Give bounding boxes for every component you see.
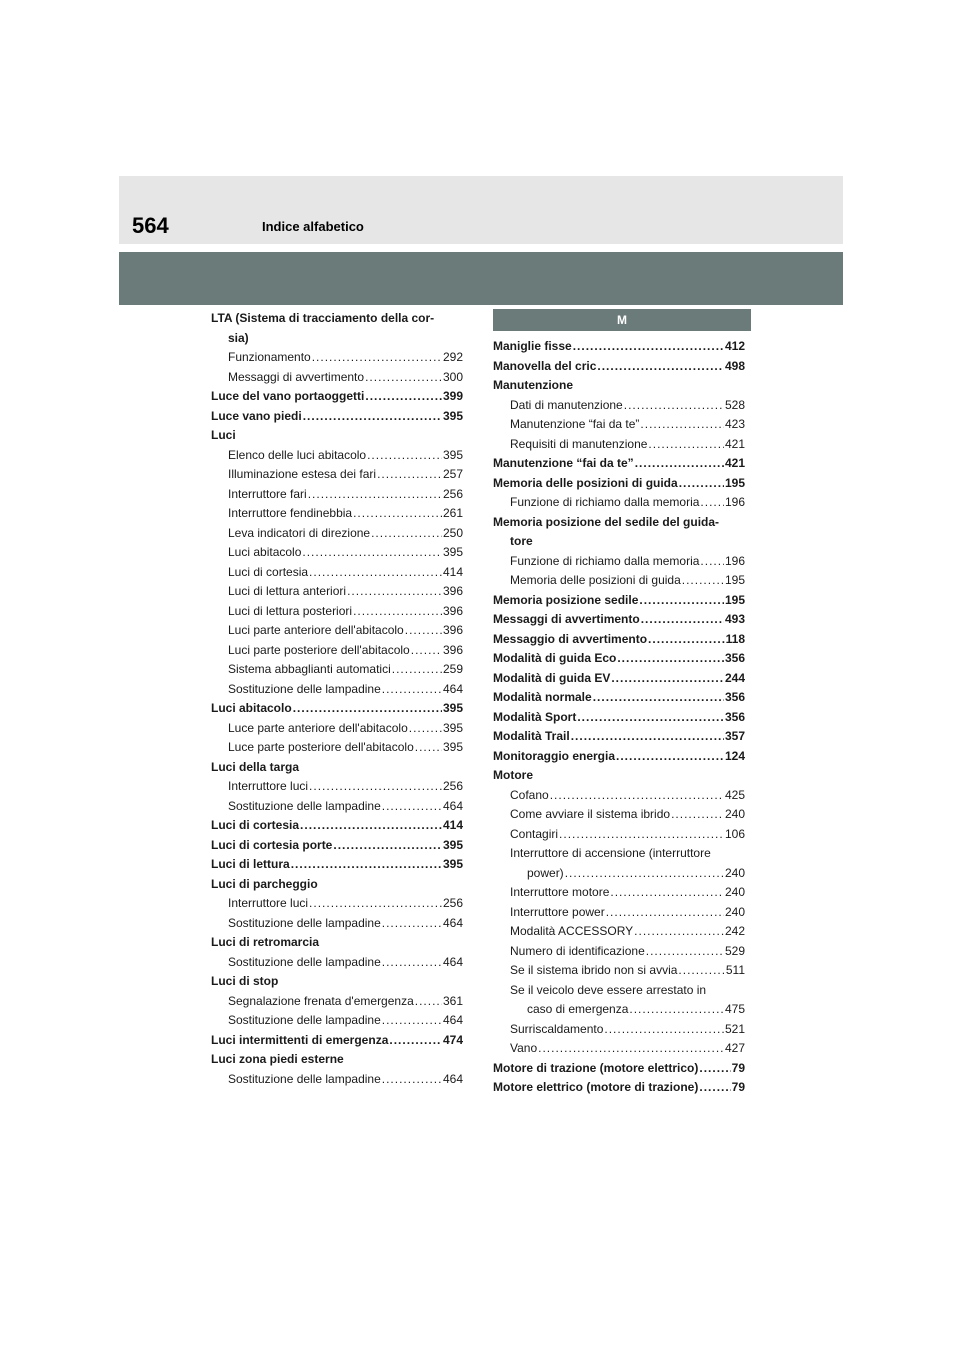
index-subentry [493, 805, 745, 825]
entry-label: Luce parte posteriore dell'abitacolo [228, 740, 414, 754]
index-subentry [493, 1000, 745, 1020]
index-entry [211, 836, 463, 856]
page-ref: 425 [724, 787, 745, 802]
entry-label: Monitoraggio energia [493, 748, 616, 763]
index-subentry [211, 680, 463, 700]
entry-label: Funzione di richiamo dalla memoria [510, 495, 700, 509]
page-ref: 240 [724, 904, 745, 919]
page-ref: 256 [442, 896, 463, 910]
index-entry [493, 727, 745, 747]
entry-label: Luce vano piedi [211, 408, 302, 423]
index-entry [493, 708, 745, 728]
page-ref: 464 [442, 915, 463, 930]
index-subentry [493, 396, 745, 416]
page-ref: 118 [725, 631, 745, 646]
dot-leader [629, 1000, 724, 1020]
entry-label: Segnalazione frenata d'emergenza [228, 993, 414, 1008]
entry-label: Funzionamento [228, 350, 311, 364]
dot-leader [604, 1020, 724, 1040]
dot-leader [405, 621, 442, 641]
page-ref: 464 [442, 954, 463, 969]
page-ref: 464 [442, 1071, 463, 1086]
page-ref: 196 [724, 495, 745, 509]
entry-label: Elenco delle luci abitacolo [228, 447, 367, 462]
entry-label: Luci abitacolo [211, 701, 292, 715]
entry-label: Funzione di richiamo dalla memoria [510, 553, 700, 568]
page-ref: 240 [724, 885, 745, 899]
page-ref: 244 [724, 670, 745, 685]
page-ref: 250 [442, 525, 463, 540]
page-ref: 356 [724, 690, 745, 704]
entry-label: Surriscaldamento [510, 1021, 604, 1036]
index-subentry [493, 552, 745, 572]
entry-label: Memoria delle posizioni di guida [493, 475, 678, 490]
entry-label: Luci intermittenti di emergenza [211, 1032, 389, 1047]
dot-leader [415, 738, 442, 758]
page-ref: 356 [724, 651, 745, 665]
page-ref: 395 [442, 857, 463, 871]
dot-leader [671, 805, 724, 825]
page-ref: 396 [442, 584, 463, 598]
entry-label: Interruttore power [510, 904, 605, 919]
page-ref: 412 [724, 339, 745, 353]
index-entry [211, 699, 463, 719]
dot-leader [577, 708, 724, 728]
entry-label: Memoria posizione sedile [493, 592, 639, 607]
entry-label: Se il sistema ibrido non si avvia [510, 963, 678, 977]
index-heading: Luci della targa [211, 759, 300, 774]
entry-label: caso di emergenza [527, 1002, 629, 1016]
section-title: Indice alfabetico [262, 219, 364, 234]
dot-leader [411, 641, 442, 661]
page-ref: 256 [442, 779, 463, 793]
index-heading: Memoria posizione del sedile del guida- [493, 514, 720, 529]
index-subentry [211, 641, 463, 661]
entry-label: Dati di manutenzione [510, 397, 623, 412]
dot-leader [646, 942, 724, 962]
index-entry [211, 816, 463, 836]
dot-leader [309, 894, 442, 914]
dot-leader [333, 836, 442, 856]
page-ref: 195 [724, 475, 745, 490]
index-entry [211, 855, 463, 875]
page-ref: 529 [724, 943, 745, 958]
index-entry [493, 337, 745, 357]
entry-label: Sostituzione delle lampadine [228, 1013, 381, 1027]
index-subentry [493, 1039, 745, 1059]
index-entry [493, 1059, 745, 1079]
index-heading: Motore [493, 768, 533, 782]
dot-leader [597, 357, 724, 377]
dot-leader [639, 591, 724, 611]
dot-leader [303, 407, 442, 427]
dot-leader [365, 387, 442, 407]
index-heading: Se il veicolo deve essere arrestato in [510, 982, 707, 997]
index-subentry [211, 1011, 463, 1031]
page-ref: 511 [725, 963, 745, 977]
dot-leader [291, 855, 442, 875]
page-ref: 395 [442, 701, 463, 715]
dot-leader [382, 1070, 442, 1090]
dot-leader [293, 699, 442, 719]
dot-leader [648, 630, 725, 650]
page-ref: 395 [442, 545, 463, 559]
page-ref: 395 [442, 447, 463, 462]
entry-label: Interruttore fendinebbia [228, 506, 353, 520]
page-ref: 195 [724, 592, 745, 607]
index-subentry [493, 435, 745, 455]
page-ref: 300 [442, 369, 463, 384]
entry-label: Sostituzione delle lampadine [228, 1071, 381, 1086]
entry-label: Sostituzione delle lampadine [228, 915, 381, 930]
dot-leader [682, 571, 724, 591]
dot-leader [699, 1059, 730, 1079]
index-heading: Manutenzione [493, 378, 573, 392]
index-entry [493, 669, 745, 689]
index-subentry [211, 446, 463, 466]
index-entry [493, 649, 745, 669]
dot-leader [392, 660, 442, 680]
dot-leader [678, 961, 724, 981]
index-entry [211, 1031, 463, 1051]
dot-leader [300, 816, 442, 836]
index-subentry [211, 563, 463, 583]
index-subentry [493, 864, 745, 884]
page-ref: 395 [442, 837, 463, 852]
entry-label: Manutenzione “fai da te” [510, 417, 640, 431]
entry-label: Messaggio di avvertimento [493, 631, 648, 646]
page-ref: 356 [724, 709, 745, 724]
index-subentry [493, 415, 745, 435]
index-subentry [211, 465, 463, 485]
index-heading: Luci zona piedi esterne [211, 1052, 344, 1066]
dot-leader [309, 563, 442, 583]
index-heading: Luci di stop [211, 974, 279, 988]
index-subentry [493, 571, 745, 591]
entry-label: Maniglie fisse [493, 339, 572, 353]
index-entry [493, 630, 745, 650]
dot-leader [565, 864, 724, 884]
entry-label: Messaggi di avvertimento [228, 369, 365, 384]
entry-label: Vano [510, 1041, 538, 1055]
page-ref: 395 [442, 408, 463, 423]
entry-label: Come avviare il sistema ibrido [510, 807, 671, 821]
dot-leader [382, 680, 442, 700]
index-subentry [493, 961, 745, 981]
dot-leader [312, 348, 442, 368]
page-ref: 396 [442, 623, 463, 637]
index-entry [493, 1078, 745, 1098]
index-entry [493, 591, 745, 611]
dot-leader [347, 582, 442, 602]
entry-label: Messaggi di avvertimento [493, 612, 640, 626]
index-entry [493, 610, 745, 630]
index-subentry [493, 825, 745, 845]
index-subentry [211, 504, 463, 524]
index-subentry [493, 493, 745, 513]
index-heading-continued: sia) [228, 330, 249, 345]
page-number: 564 [132, 213, 169, 238]
index-subentry [211, 621, 463, 641]
dot-leader [699, 1078, 730, 1098]
dot-leader [365, 368, 442, 388]
index-subentry [493, 903, 745, 923]
dot-leader [409, 719, 442, 739]
page-ref: 421 [724, 436, 745, 451]
index-subentry [211, 953, 463, 973]
page-ref: 395 [442, 740, 463, 754]
index-subentry [493, 786, 745, 806]
page-ref: 427 [724, 1041, 745, 1055]
entry-label: Modalità di guida Eco [493, 651, 617, 665]
dot-leader [635, 454, 724, 474]
index-subentry [211, 602, 463, 622]
index-subentry [211, 543, 463, 563]
dot-leader [571, 727, 724, 747]
entry-label: Numero di identificazione [510, 943, 645, 958]
entry-label: Luci di cortesia [228, 564, 309, 579]
dot-leader [559, 825, 724, 845]
page-ref: 240 [724, 865, 745, 880]
index-subentry [211, 524, 463, 544]
entry-label: Illuminazione estesa dei fari [228, 467, 377, 481]
page-ref: 357 [724, 729, 745, 743]
entry-label: Luce parte anteriore dell'abitacolo [228, 720, 408, 735]
page-ref: 292 [442, 350, 463, 364]
page-ref: 414 [442, 564, 463, 579]
entry-label: Sostituzione delle lampadine [228, 681, 381, 696]
index-entry [493, 747, 745, 767]
page-ref: 256 [442, 486, 463, 501]
dot-leader [302, 543, 442, 563]
page-ref: 493 [724, 612, 745, 626]
index-subentry [211, 777, 463, 797]
page-ref: 240 [724, 807, 745, 821]
page-ref: 464 [442, 798, 463, 813]
index-heading: Luci di parcheggio [211, 876, 318, 891]
entry-label: power) [527, 865, 564, 880]
dot-leader [353, 602, 442, 622]
dot-leader [641, 610, 724, 630]
index-heading: Interruttore di accensione (interruttore [510, 846, 711, 860]
index-subentry [211, 660, 463, 680]
entry-label: Luci abitacolo [228, 545, 302, 559]
dot-leader [382, 797, 442, 817]
index-column-left [211, 309, 463, 1089]
page-ref: 396 [442, 642, 463, 657]
dot-leader [700, 493, 724, 513]
entry-label: Interruttore motore [510, 885, 610, 899]
index-entry [493, 474, 745, 494]
dot-leader [616, 747, 724, 767]
page-ref: 124 [724, 748, 745, 763]
page-ref: 464 [442, 681, 463, 696]
page-ref: 399 [442, 389, 463, 403]
index-subentry [493, 1020, 745, 1040]
page-ref: 396 [442, 603, 463, 618]
dot-leader [382, 914, 442, 934]
dot-leader [538, 1039, 724, 1059]
index-subentry [211, 582, 463, 602]
header-dark-band [119, 252, 843, 305]
index-entry [211, 407, 463, 427]
dot-leader [415, 992, 442, 1012]
page-ref: 261 [442, 506, 463, 520]
entry-label: Manovella del cric [493, 358, 597, 373]
entry-label: Interruttore luci [228, 896, 309, 910]
entry-label: Leva indicatori di direzione [228, 525, 371, 540]
dot-leader [648, 435, 724, 455]
dot-leader [377, 465, 442, 485]
index-subentry [211, 914, 463, 934]
dot-leader [309, 777, 442, 797]
dot-leader [700, 552, 724, 572]
page-ref: 528 [724, 397, 745, 412]
entry-label: Luci di cortesia [211, 818, 300, 832]
entry-label: Modalità di guida EV [493, 670, 611, 685]
entry-label: Luci parte posteriore dell'abitacolo [228, 642, 410, 657]
index-subentry [493, 922, 745, 942]
page-ref: 242 [724, 924, 745, 938]
dot-leader [573, 337, 724, 357]
page-ref: 259 [442, 662, 463, 676]
index-column-right [493, 309, 745, 1098]
page-ref: 521 [724, 1021, 745, 1036]
entry-label: Luci di cortesia porte [211, 837, 333, 852]
entry-label: Luci di lettura anteriori [228, 584, 347, 598]
index-subentry [211, 894, 463, 914]
letter-section-bar: M [493, 309, 751, 331]
index-heading-continued: tore [510, 534, 533, 548]
index-subentry [493, 942, 745, 962]
page-ref: 464 [442, 1013, 463, 1027]
page-ref: 195 [724, 573, 745, 587]
page-ref: 498 [724, 358, 745, 373]
entry-label: Modalità Trail [493, 729, 570, 743]
page-ref: 423 [724, 417, 745, 431]
entry-label: Modalità ACCESSORY [510, 924, 634, 938]
index-entry [493, 688, 745, 708]
entry-label: Sistema abbaglianti automatici [228, 662, 391, 676]
index-subentry [211, 738, 463, 758]
entry-label: Luce del vano portaoggetti [211, 389, 365, 403]
entry-label: Sostituzione delle lampadine [228, 954, 381, 969]
index-subentry [211, 368, 463, 388]
index-subentry [211, 485, 463, 505]
dot-leader [382, 1011, 442, 1031]
entry-label: Motore elettrico (motore di trazione) [493, 1080, 699, 1094]
index-heading: LTA (Sistema di tracciamento della cor- [211, 311, 435, 325]
dot-leader [550, 786, 724, 806]
dot-leader [593, 688, 724, 708]
header-band [119, 176, 843, 244]
index-heading: Luci [211, 428, 236, 442]
entry-label: Manutenzione “fai da te” [493, 456, 634, 470]
index-subentry [211, 719, 463, 739]
dot-leader [679, 474, 724, 494]
entry-label: Interruttore luci [228, 779, 309, 793]
index-subentry [211, 992, 463, 1012]
entry-label: Cofano [510, 787, 549, 802]
page-ref: 196 [724, 553, 745, 568]
index-entry [493, 357, 745, 377]
index-heading: Luci di retromarcia [211, 935, 320, 949]
dot-leader [353, 504, 442, 524]
dot-leader [624, 396, 724, 416]
index-subentry [493, 883, 745, 903]
dot-leader [611, 669, 724, 689]
entry-label: Luci parte anteriore dell'abitacolo [228, 623, 404, 637]
index-entry [211, 387, 463, 407]
page-ref: 475 [724, 1002, 745, 1016]
page-ref: 361 [442, 993, 463, 1008]
page-ref: 474 [442, 1032, 463, 1047]
page-ref: 257 [442, 467, 463, 481]
page-ref: 421 [724, 456, 745, 470]
dot-leader [389, 1031, 442, 1051]
dot-leader [640, 415, 724, 435]
dot-leader [617, 649, 724, 669]
entry-label: Contagiri [510, 826, 559, 841]
dot-leader [606, 903, 724, 923]
entry-label: Luci di lettura [211, 857, 290, 871]
index-subentry [211, 797, 463, 817]
index-entry [493, 454, 745, 474]
entry-label: Modalità Sport [493, 709, 577, 724]
entry-label: Motore di trazione (motore elettrico) [493, 1060, 699, 1075]
dot-leader [367, 446, 442, 466]
page-ref: 79 [731, 1080, 745, 1094]
entry-label: Modalità normale [493, 690, 592, 704]
dot-leader [308, 485, 442, 505]
entry-label: Interruttore fari [228, 486, 307, 501]
entry-label: Requisiti di manutenzione [510, 436, 648, 451]
index-subentry [211, 348, 463, 368]
dot-leader [610, 883, 724, 903]
page-ref: 106 [724, 826, 745, 841]
entry-label: Sostituzione delle lampadine [228, 798, 381, 813]
page-ref: 395 [442, 720, 463, 735]
dot-leader [382, 953, 442, 973]
index-subentry [211, 1070, 463, 1090]
dot-leader [371, 524, 442, 544]
dot-leader [634, 922, 724, 942]
page-ref: 414 [442, 818, 463, 832]
entry-label: Memoria delle posizioni di guida [510, 573, 681, 587]
page-ref: 79 [731, 1060, 745, 1075]
entry-label: Luci di lettura posteriori [228, 603, 353, 618]
